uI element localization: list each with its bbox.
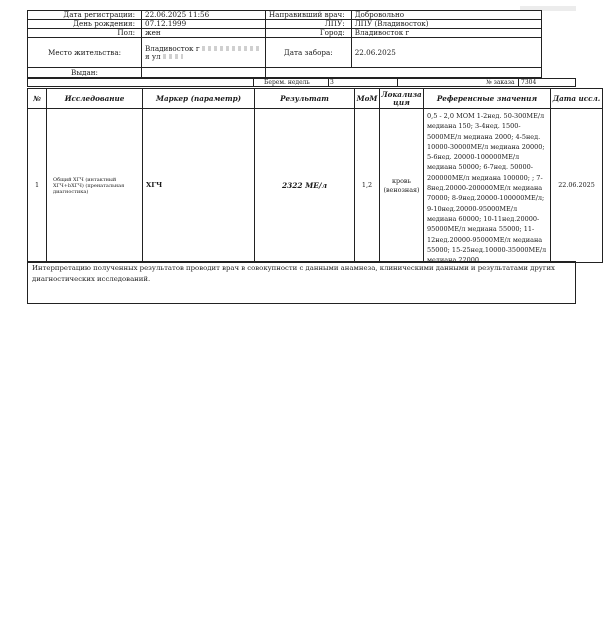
table-row bbox=[28, 109, 603, 263]
row-marker: ХГЧ bbox=[143, 109, 255, 263]
divider bbox=[397, 79, 398, 86]
interpretation-note: Интерпретацию полученных результатов проводит врач в совокупности с данными анамнеза, клиническими данными и результатами других диагностических исследований. bbox=[27, 261, 576, 304]
order-label: № заказа bbox=[486, 79, 515, 86]
lpu-value: ЛПУ (Владивосток) bbox=[351, 20, 541, 29]
registration-date: 22.06.2025 11:56 bbox=[142, 11, 266, 20]
address-value-2: я ул bbox=[145, 51, 161, 61]
city-label: Город: bbox=[265, 29, 351, 38]
issued-value bbox=[142, 68, 266, 78]
col-num: № bbox=[28, 89, 47, 109]
row-reference: 0,5 - 2,0 МОМ 1-2нед. 50-300МЕ/л медиана 150; 3-4нед. 1500-5000МЕ/л медиана 2000; 4-5нед. 10000-30000МЕ/л медиана 20000; 5-6нед. 20000-100000МЕ/л медиана 50000; 6-7нед. 50000-200000МЕ/л медиана 100000; ; 7-8нед.20000-200000МЕ/л медиана 70000; 8-9нед.20000-100000МЕ/л; 9-10нед.20000-95000МЕ/л медиана 60000; 10-11нед.20000-95000МЕ/л медиана 55000; 11-12нед.20000-95000МЕ/л медиана 55000; 15-25нед.10000-35000МЕ/л медиана 22000 bbox=[427, 112, 547, 265]
birthday-value: 07.12.1999 bbox=[142, 20, 266, 29]
redaction-mark-2 bbox=[163, 54, 183, 59]
row-date: 22.06.2025 bbox=[551, 109, 603, 263]
row-result: 2322 МЕ/л bbox=[255, 109, 355, 263]
address-value: Владивосток г bbox=[145, 43, 200, 53]
table-header-row bbox=[28, 89, 603, 109]
info-row bbox=[27, 78, 576, 87]
row-mom: 1,2 bbox=[355, 109, 380, 263]
redaction-mark bbox=[202, 46, 262, 51]
row-study: Общий ХГЧ (интактный ХГЧ+bХГЧ) (пренатальная диагностика) bbox=[47, 109, 143, 263]
address-cell bbox=[142, 38, 266, 68]
city-value: Владивосток г bbox=[351, 29, 541, 38]
registration-label: Дата регистрации: bbox=[28, 11, 142, 20]
col-localization: Локализация bbox=[381, 89, 422, 107]
doctor-label: Направивший врач: bbox=[265, 11, 351, 20]
divider bbox=[518, 79, 519, 86]
issued-label: Выдан: bbox=[28, 68, 142, 78]
row-reference-cell bbox=[424, 109, 551, 263]
empty-cell bbox=[265, 68, 351, 78]
divider bbox=[253, 79, 254, 86]
col-date: Дата иссл. bbox=[551, 89, 603, 109]
col-result: Результат bbox=[255, 89, 355, 109]
col-mom: МоМ bbox=[355, 89, 380, 109]
pregnancy-value: 3 bbox=[330, 79, 334, 86]
sex-value: жен bbox=[142, 29, 266, 38]
sample-date-label: Дата забора: bbox=[265, 38, 351, 68]
col-study: Исследование bbox=[47, 89, 143, 109]
col-marker: Маркер (параметр) bbox=[143, 89, 255, 109]
row-localization: кровь (венозная) bbox=[380, 109, 424, 263]
col-reference: Референсные значения bbox=[424, 89, 551, 109]
doctor-value: Добровольно bbox=[351, 11, 541, 20]
pregnancy-label: Берем. недель bbox=[264, 79, 310, 86]
sample-date-value: 22.06.2025 bbox=[351, 38, 541, 68]
divider bbox=[328, 79, 329, 86]
row-num: 1 bbox=[28, 109, 47, 263]
sex-label: Пол: bbox=[28, 29, 142, 38]
results-table bbox=[27, 88, 603, 263]
birthday-label: День рождения: bbox=[28, 20, 142, 29]
patient-header bbox=[27, 10, 542, 78]
lpu-label: ЛПУ: bbox=[265, 20, 351, 29]
empty-cell bbox=[351, 68, 541, 78]
address-label: Место жительства: bbox=[28, 38, 142, 68]
order-number: 7304 bbox=[521, 79, 537, 86]
